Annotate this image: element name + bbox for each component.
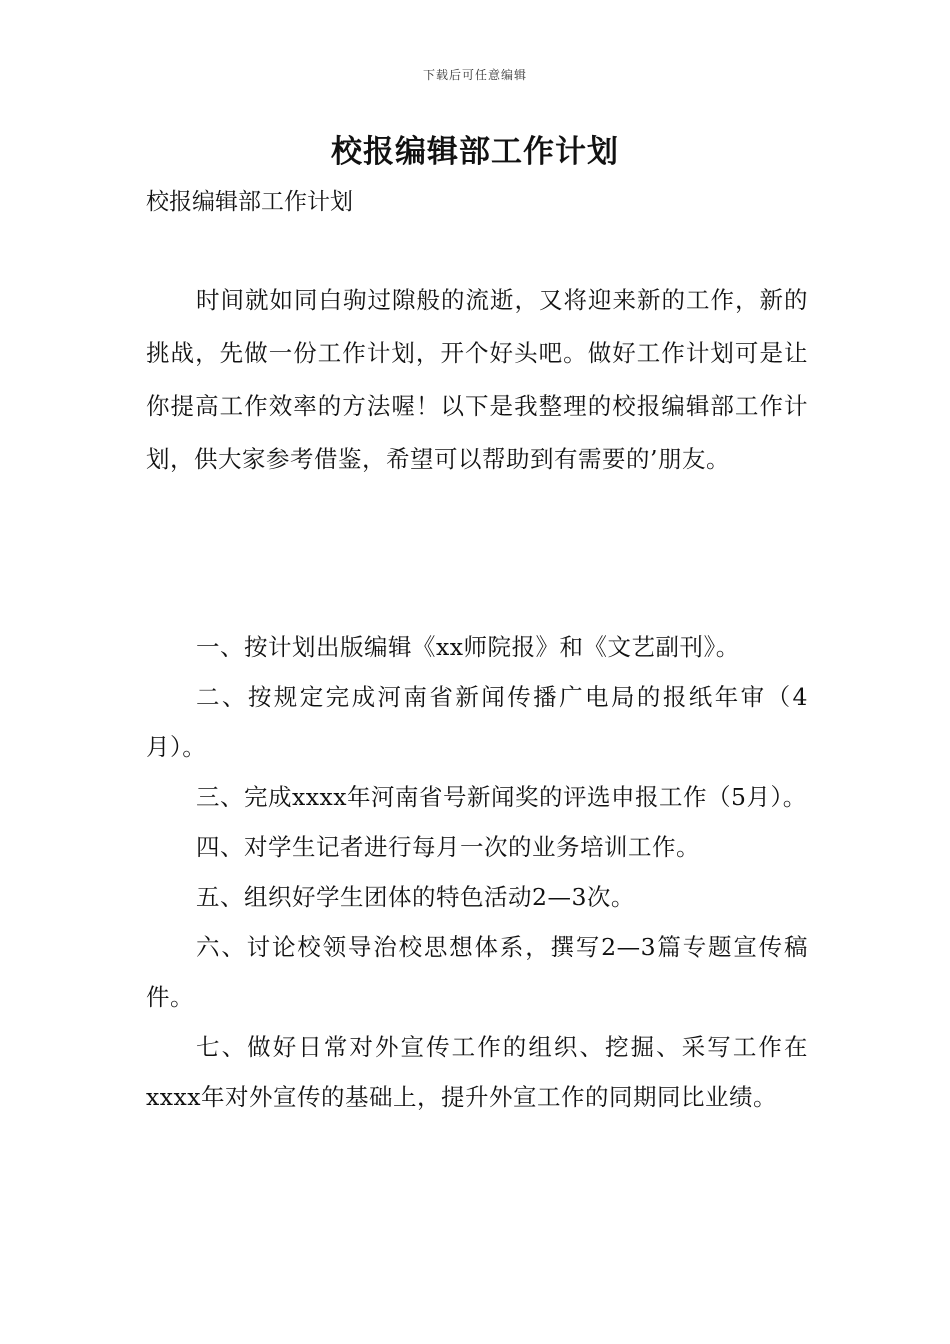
plan-item: 三、完成xxxx年河南省号新闻奖的评选申报工作（5月）。 [196, 783, 807, 811]
document-subtitle: 校报编辑部工作计划 [146, 189, 353, 215]
plan-items-list [146, 622, 808, 1122]
header-note: 下载后可任意编辑 [422, 68, 527, 82]
plan-item: 七、做好日常对外宣传工作的组织、挖掘、采写工作在xxxx年对外宣传的基础上，提升外宣工作的同期同比业绩。 [146, 1033, 808, 1111]
plan-item: 六、讨论校领导治校思想体系，撰写2—3篇专题宣传稿件。 [146, 933, 808, 1011]
document-title: 校报编辑部工作计划 [331, 134, 619, 170]
intro-paragraph: 时间就如同白驹过隙般的流逝，又将迎来新的工作，新的挑战，先做一份工作计划，开个好头吧。做好工作计划可是让你提高工作效率的方法喔！以下是我整理的校报编辑部工作计划，供大家参考借鉴，希望可以帮助到有需要的’朋友。 [146, 286, 808, 473]
plan-item: 一、按计划出版编辑《xx师院报》和《文艺副刊》。 [196, 633, 740, 661]
plan-item: 二、按规定完成河南省新闻传播广电局的报纸年审（4月）。 [146, 683, 808, 761]
plan-item: 四、对学生记者进行每月一次的业务培训工作。 [196, 833, 700, 861]
plan-item: 五、组织好学生团体的特色活动2—3次。 [196, 883, 635, 911]
